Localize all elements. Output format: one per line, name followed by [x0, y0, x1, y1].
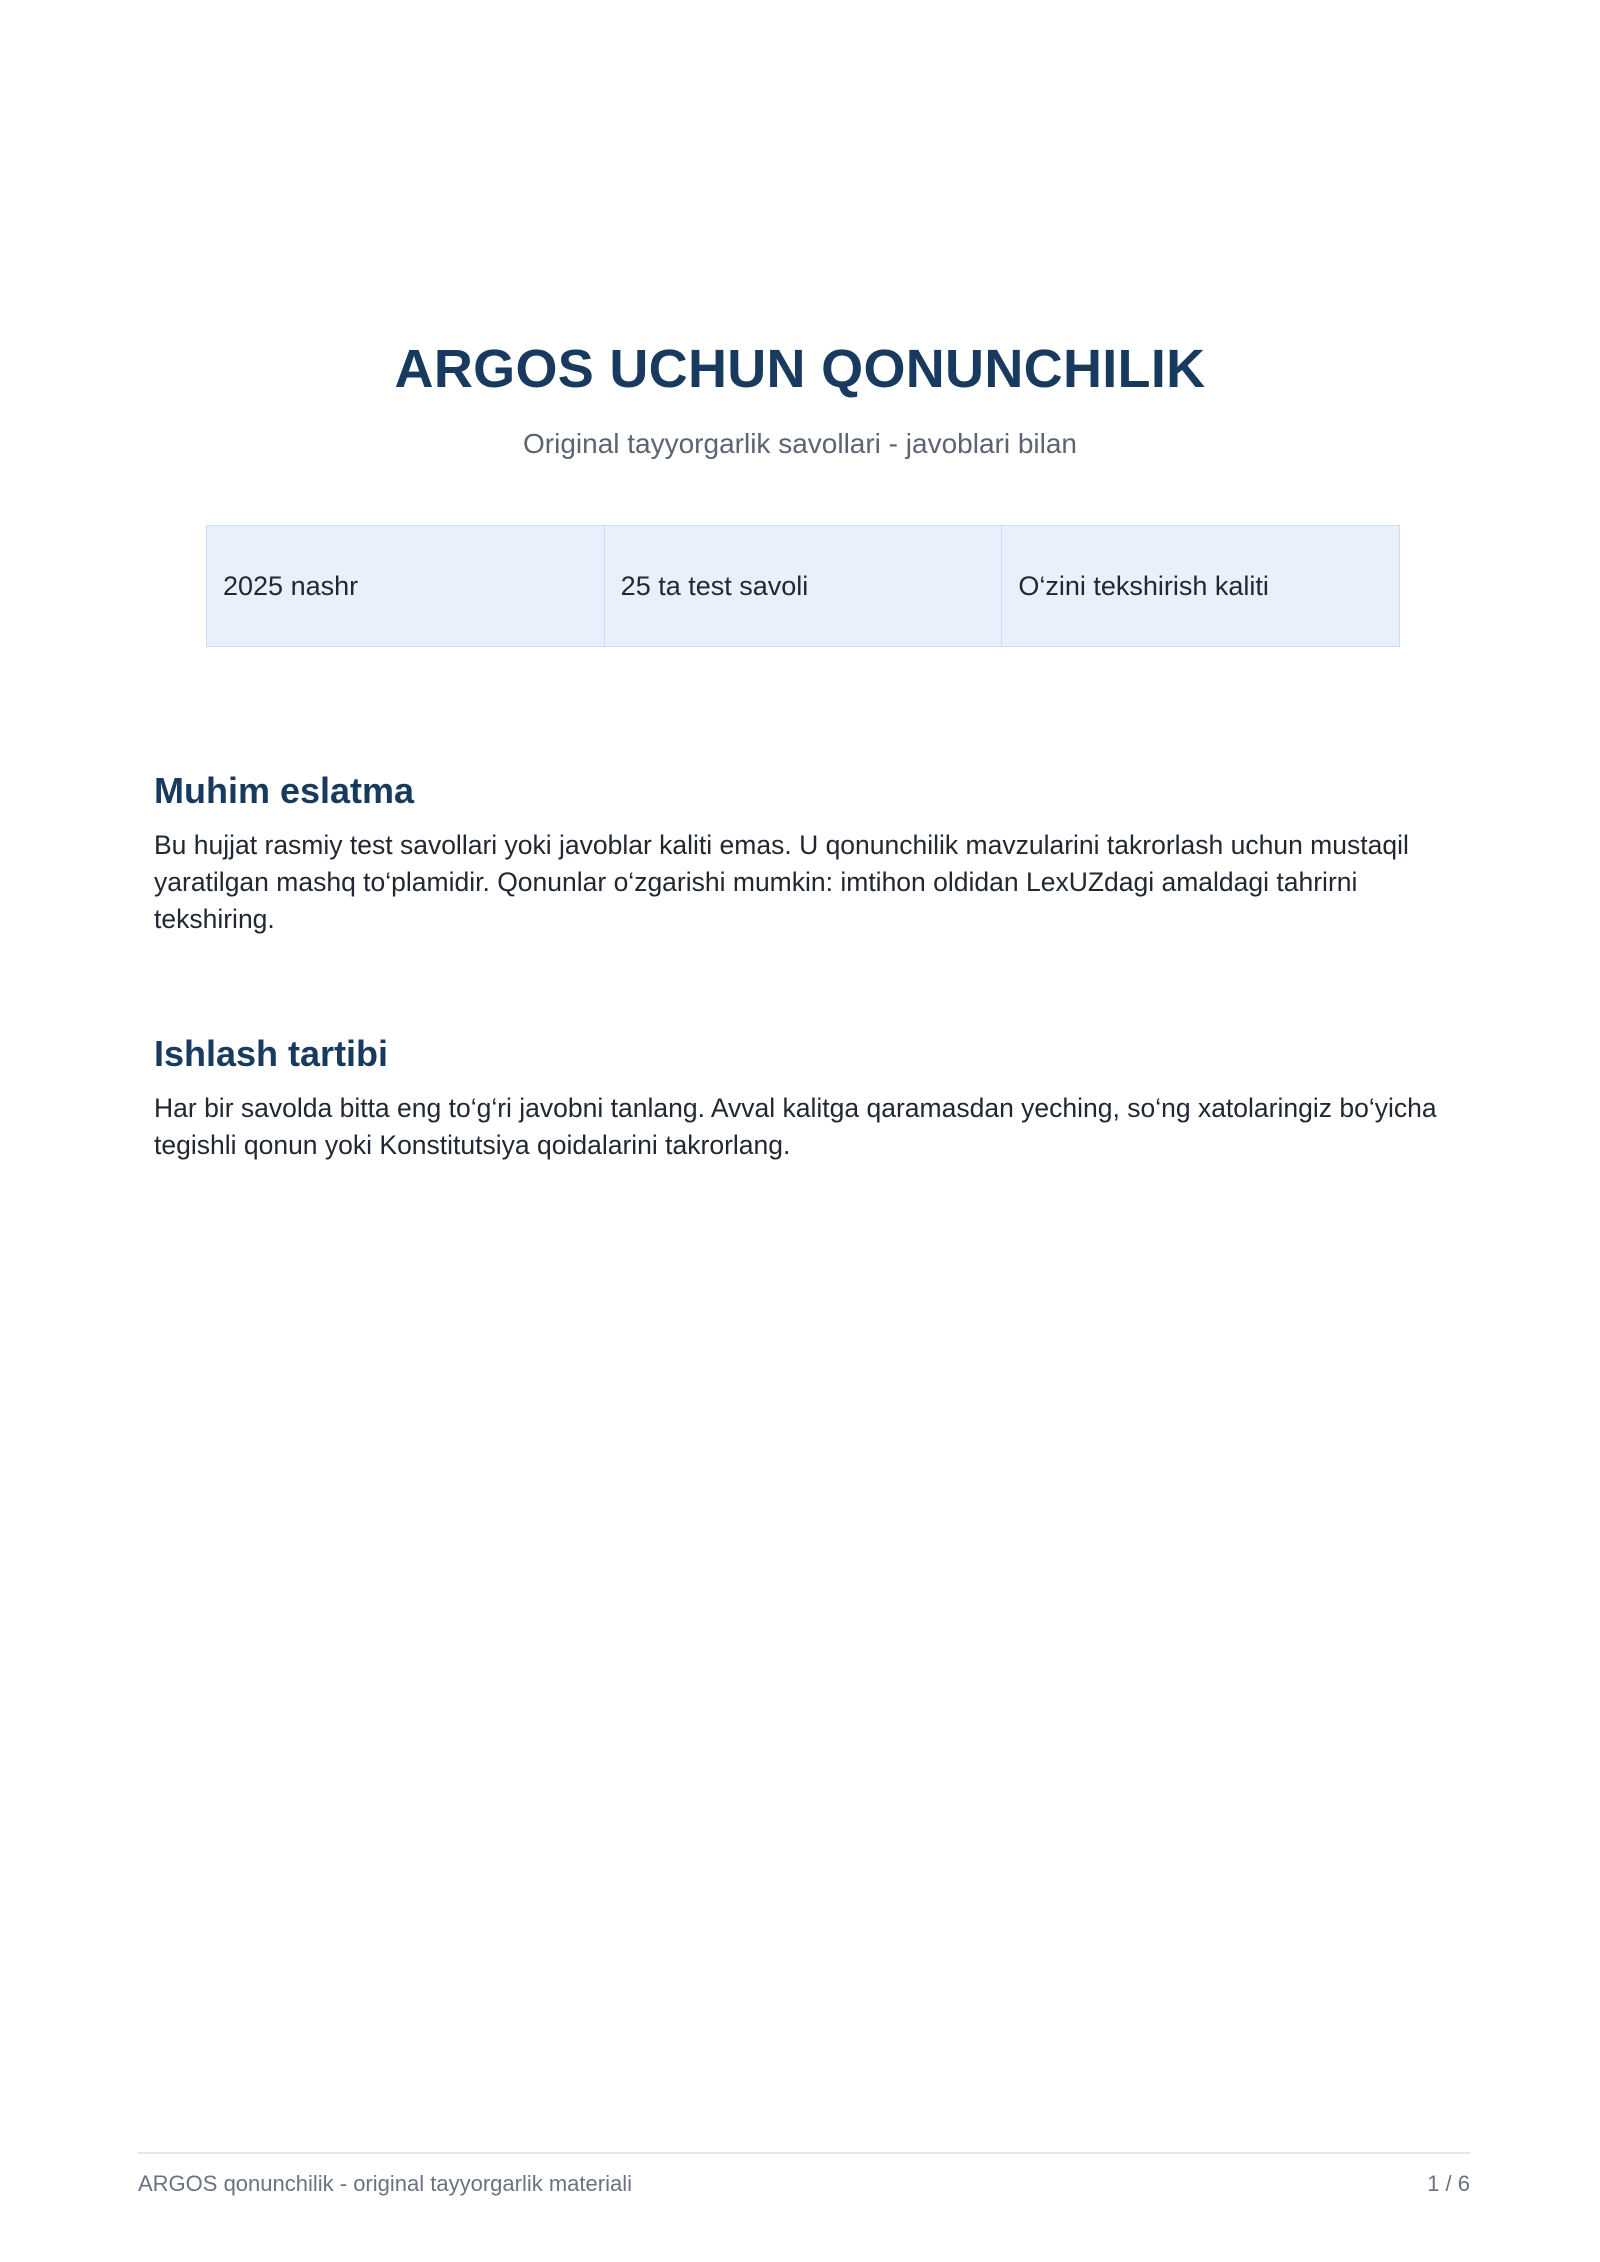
- page-subtitle: Original tayyorgarlik savollari - javoblari bilan: [523, 428, 1077, 459]
- footer-divider: [138, 2152, 1470, 2154]
- section-heading-important-note: Muhim eslatma: [154, 770, 415, 811]
- section-text-instructions: Har bir savolda bitta eng to‘g‘ri javobni tanlang. Avval kalitga qaramasdan yeching, so‘ng xatolaringiz bo‘yicha tegishli qonun yoki Konstitutsiya qoidalarini takrorlang.: [154, 1093, 1437, 1160]
- info-cell-edition: 2025 nashr: [207, 526, 605, 646]
- section-heading-instructions: Ishlash tartibi: [154, 1033, 389, 1074]
- info-cell-answer-key: O‘zini tekshirish kaliti: [1018, 570, 1269, 601]
- page-number: 1 / 6: [1427, 2171, 1470, 2196]
- page-title: ARGOS UCHUN QONUNCHILIK: [394, 339, 1206, 399]
- footer-caption: ARGOS qonunchilik - original tayyorgarlik materiali: [138, 2171, 632, 2196]
- section-text-important-note: Bu hujjat rasmiy test savollari yoki javoblar kaliti emas. U qonunchilik mavzularini takrorlash uchun mustaqil yaratilgan mashq to‘plamidir. Qonunlar o‘zgarishi mumkin: imtihon oldidan LexUZdagi amaldagi tahrirni tekshiring.: [154, 830, 1409, 934]
- info-table: [206, 525, 1400, 647]
- info-cell-question-count: 25 ta test savoli: [605, 526, 1003, 646]
